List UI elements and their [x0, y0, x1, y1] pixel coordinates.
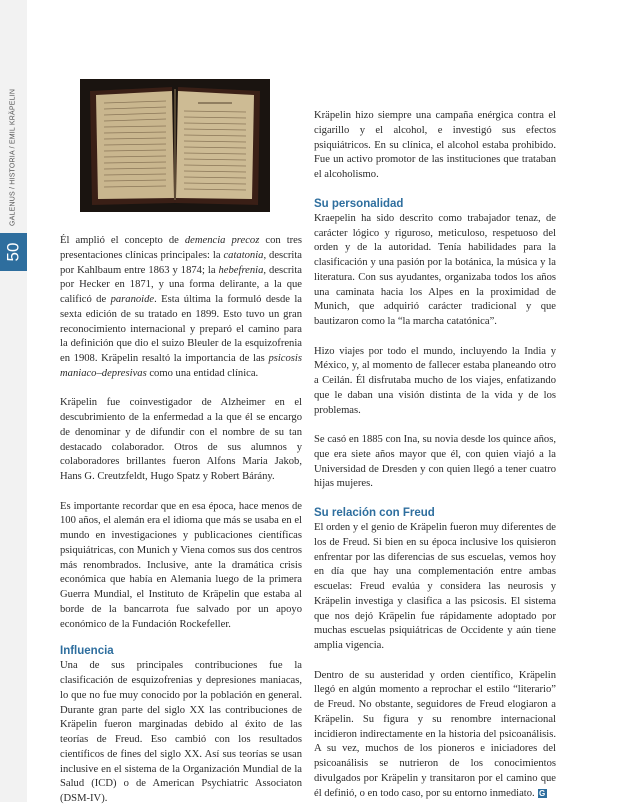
paragraph-matrimonio: Se casó en 1885 con Ina, su novia desde los quince años, que era siete años mayor que él, con quien viajó a la Universidad de Dresden y con quien llegó a tener cuatro hijas mujeres.	[314, 434, 556, 490]
end-of-article-mark: G	[539, 788, 546, 798]
paragraph-demencia-precoz	[60, 234, 302, 382]
paragraph-freud-escuelas: El orden y el genio de Kräpelin fueron muy diferentes de los de Freud. Si bien en su época inclusive los quisieron enfrentar por las diferencias de sus escuelas, vemos hoy en día que hay una complementación entre ambas escuelas: Freud evalúa y considera las neurosis y Kräpelin investiga y clasifica a las psicosis. El sistema que nos dejó Kräpelin fue rápidamente adoptado por muchas escuelas psiquiátricas de Occidente y aún tiene amplia vigencia.	[314, 522, 556, 651]
text-run: Él amplió el concepto de	[60, 235, 185, 246]
paragraph-freud-austeridad	[314, 669, 556, 802]
italic-term: hebefrenia	[218, 264, 264, 276]
text-run: como una entidad clínica.	[146, 367, 259, 379]
text-run: , descrita por Kahlbaum entre 1863 y 1874; la	[60, 249, 302, 276]
running-head	[4, 88, 22, 226]
paragraph-personalidad: Kraepelin ha sido descrito como trabajador tenaz, de carácter lógico y riguroso, meticuloso, respetuoso del orden y de la autoridad. Tenía habilidades para la clasificación y una pasión por la botánica, la música y la literatura. Con sus ayudantes, organizaba todos los años una caminata hacia los Alpes en la proximidad de Munich, que adquirió carácter tradicional y que bautizaron como la “la marcha catatónica”.	[314, 212, 556, 327]
page-number-text: 50	[3, 242, 23, 262]
text-run: . Esta última la formuló desde la sexta edición de su tratado en 1899. Esto tuvo un gran reconocimiento internacional y preparó el camino para la definición que dio el suizo Bleuler de la esquizofrenia en 1908. Kräpelin resaltó la importancia de las	[60, 294, 303, 364]
italic-term: psicosis maniaco–depresivas	[60, 353, 302, 379]
text-run: con tres presentaciones clínicas principales: la	[60, 235, 303, 261]
paragraph-idioma-aleman: Es importante recordar que en esa época, hace menos de 100 años, el alemán era el idioma que más se usaba en el mundo en investigaciones y publicaciones científicas psiquiátricas, con Munich y Viena comos sus dos centros más renombrados. Inclusive, ante la dramática crisis económica que había en Alemania luego de la primera Guerra Mundial, el Instituto de Kräpelin que estaba al borde de la bancarrota fue salvado por un apoyo económico de la Fundación Rockefeller.	[60, 500, 302, 630]
running-head-text: GALENUS / HISTORIA / EMIL KRÄPELIN	[9, 88, 17, 226]
paragraph-viajes: Hizo viajes por todo el mundo, incluyendo la India y México, y, al momento de fallecer estaba planeando otro a Ceilán. Él disfrutaba mucho de los viajes, enfatizando que le daban una visión distinta de la vida y de los problemas.	[314, 345, 556, 416]
italic-term: demencia precoz	[184, 235, 260, 246]
open-book-photo	[80, 79, 270, 212]
right-column	[314, 109, 556, 801]
page-number	[0, 233, 27, 271]
heading-influencia: Influencia	[60, 645, 114, 658]
paragraph-alcohol: Kräpelin hizo siempre una campaña enérgica contra el cigarillo y el alcohol, e investigó sus efectos psiquiátricos. En su clínica, el alcohol estaba prohibido. Fue un activo promotor de las instituciones que trataban el alcoholismo.	[314, 110, 556, 180]
paragraph-influencia: Una de sus principales contribuciones fue la clasificación de esquizofrenias y depresiones maniacas, lo que no fue muy conocido por la población en general. Durante gran parte del siglo XX las contribuciones de Kräpelin fueron marginadas debido al éxito de las teorías de Freud. Eso cambió con los resultados científicos de fines del siglo XX. Así sus teorías se usan inclusive en el sistema de la Organización Mundial de la Salud (ICD) o de American Psychiatric Associaton (DSM-IV).	[60, 660, 302, 804]
italic-term: catatonia	[223, 249, 264, 261]
heading-personalidad: Su personalidad	[314, 197, 404, 210]
left-column	[60, 234, 302, 807]
paragraph-alzheimer: Kräpelin fue coinvestigador de Alzheimer en el descubrimiento de la enfermedad a la que él se encargo de denominar y de difundir con el nombre de su tan destacado colaborador. Otros de sus alumnos y colaboradores brillantes fueron Alfons Maria Jakob, Hans G. Creutzfeldt, Hugo Spatz y Robert Bárány.	[60, 397, 302, 482]
paragraph-freud-austeridad-text: Dentro de su austeridad y orden científico, Kräpelin llegó en algún momento a reprochar el estilo “literario” de Freud. No obstante, seguidores de Freud elogiaron a Kräpelin. Su figura y su renombre internacional incidieron indirectamente en la historia del psicoanálisis. A su vez, muchos de los pioneros e iniciadores del psicoanálisis se nutrieron de los conocimientos divulgados por Kräpelin y transitaron por el camino que él definió, o en todo caso, por su entorno inmediato.	[314, 669, 556, 799]
text-run: , descrita por Hecker en 1871, y una forma delirante, a la que calificó de	[60, 264, 302, 305]
heading-relacion-freud: Su relación con Freud	[314, 507, 435, 519]
italic-term: paranoide	[110, 294, 155, 305]
